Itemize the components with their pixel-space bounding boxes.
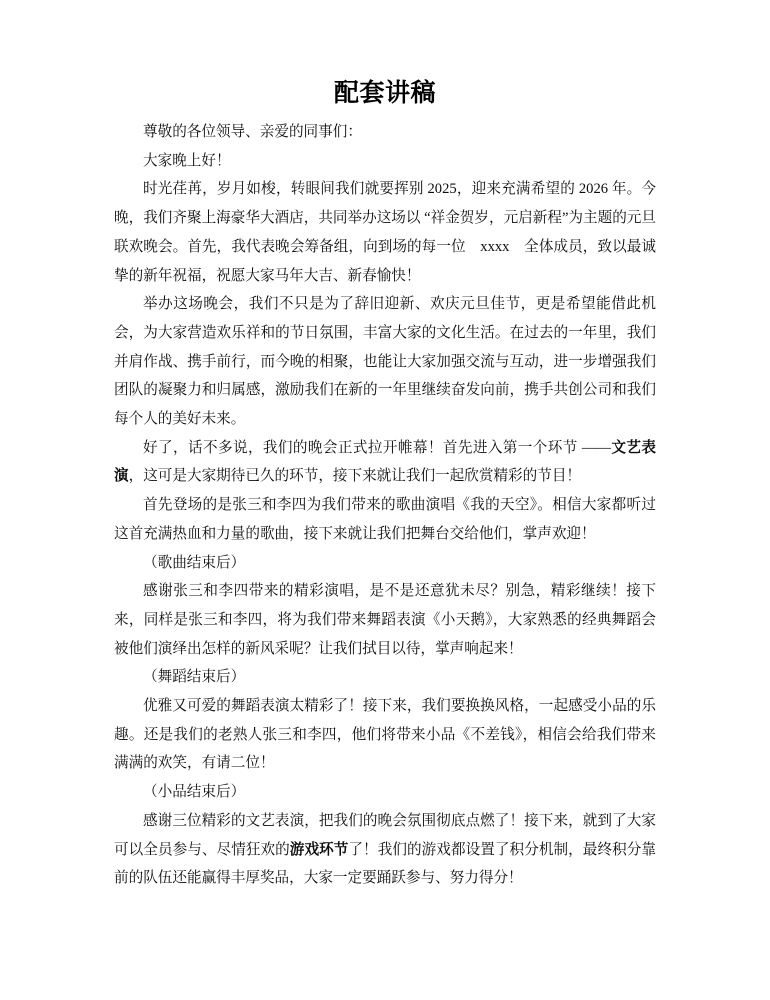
paragraph-game-intro — [114, 807, 656, 893]
paragraph-purpose: 举办这场晚会，我们不只是为了辞旧迎新、欢庆元旦佳节，更是希望能借此机会，为大家营造欢乐祥和的节日氛围，丰富大家的文化生活。在过去的一年里，我们并肩作战、携手前行，而今晚的相聚，也能让大家加强交流与互动，进一步增强我们团队的凝聚力和归属感，激励我们在新的一年里继续奋发向前，携手共创公司和我们每个人的美好未来。 — [114, 296, 656, 428]
paragraph-song-intro: 首先登场的是张三和李四为我们带来的歌曲演唱《我的天空》。相信大家都听过这首充满热血和力量的歌曲，接下来就让我们把舞台交给他们，掌声欢迎！ — [114, 497, 656, 542]
paragraph-dance-intro: 感谢张三和李四带来的精彩演唱，是不是还意犹未尽？别急，精彩继续！接下来，同样是张三和李四，将为我们带来舞蹈表演《小天鹅》，大家熟悉的经典舞蹈会被他们演绎出怎样的新风采呢？让我们拭目以待，掌声响起来！ — [114, 583, 656, 657]
open-show-prefix-text: 好了，话不多说，我们的晚会正式拉开帷幕！首先进入第一个环节 —— — [143, 439, 612, 456]
open-show-suffix-text: ，这可是大家期待已久的环节，接下来就让我们一起欣赏精彩的节目！ — [128, 468, 582, 485]
game-prefix-text: 感谢三位精彩的文艺表演，把我们的晚会氛围彻底点燃了！接下来，就到了大家可以全员参与、尽情狂欢的 — [114, 812, 656, 858]
paragraph-greeting: 大家晚上好！ — [143, 152, 231, 169]
cue-after-skit: （小品结束后） — [143, 784, 246, 801]
paragraph-salutation: 尊敬的各位领导、亲爱的同事们： — [143, 124, 362, 140]
cue-after-dance: （舞蹈结束后） — [143, 669, 246, 686]
paragraph-skit-intro: 优雅又可爱的舞蹈表演太精彩了！接下来，我们要换换风格，一起感受小品的乐趣。还是我们的老熟人张三和李四，他们将带来小品《不差钱》，相信会给我们带来满满的欢笑，有请二位！ — [114, 698, 656, 772]
cue-after-song: （歌曲结束后） — [143, 554, 246, 571]
document-body — [114, 118, 656, 893]
paragraph-opening: 时光荏苒，岁月如梭，转眼间我们就要挥别 2025，迎来充满希望的 2026 年。今晚，我们齐聚上海豪华大酒店，共同举办这场以 “祥金贺岁，元启新程”为主题的元旦联欢晚会。首先，我代表晚会筹备组，向到场的每一位 xxxx 全体成员，致以最诚挚的新年祝福，祝愿大家马年大吉、新春愉快！ — [114, 181, 656, 284]
game-highlight-text: 游戏环节 — [289, 841, 349, 858]
page-title: 配套讲稿 — [333, 80, 436, 107]
paragraph-open-show — [114, 434, 656, 491]
open-show-highlight-text: 文艺表演 — [114, 439, 656, 485]
game-suffix-text: 了！我们的游戏都设置了积分机制，最终积分靠前的队伍还能赢得丰厚奖品，大家一定要踊跃参与、努力得分！ — [114, 841, 656, 887]
